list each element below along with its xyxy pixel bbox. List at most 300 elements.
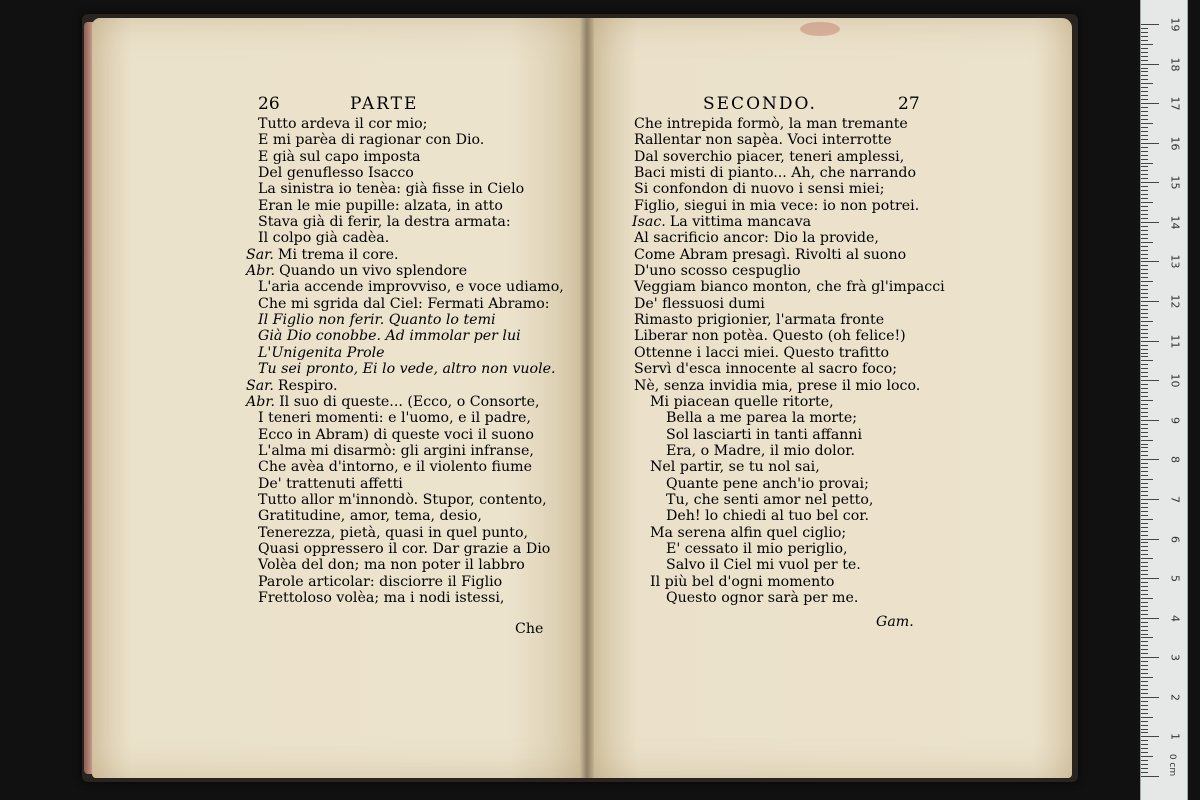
ruler-tick xyxy=(1141,436,1148,437)
ruler-tick xyxy=(1141,309,1148,310)
ruler-tick xyxy=(1141,111,1148,112)
ruler-tick xyxy=(1141,388,1148,389)
line-text: Sol lasciarti in tanti affanni xyxy=(666,426,863,443)
ruler-tick xyxy=(1141,531,1148,532)
text-line xyxy=(632,296,945,312)
ruler-number: 11 xyxy=(1168,334,1182,349)
ruler-tick xyxy=(1141,626,1148,627)
ruler-tick xyxy=(1141,598,1153,599)
text-line xyxy=(632,459,945,475)
ruler-tick xyxy=(1141,408,1148,409)
text-line xyxy=(246,279,564,295)
ruler-number: 2 xyxy=(1168,693,1182,701)
line-text: La vittima mancava xyxy=(669,214,812,231)
ruler-tick xyxy=(1141,744,1148,745)
ruler-tick xyxy=(1141,507,1148,508)
line-text: De' flessuosi dumi xyxy=(634,295,765,312)
line-text: Che intrepida formò, la man tremante xyxy=(634,116,908,132)
ruler-tick xyxy=(1141,384,1148,385)
text-line xyxy=(246,427,564,443)
text-line xyxy=(246,149,564,165)
left-running-header: PARTE xyxy=(350,94,419,114)
ruler-tick xyxy=(1141,261,1159,262)
line-text: Dal soverchio piacer, teneri amplessi, xyxy=(634,148,905,165)
ruler-tick xyxy=(1141,554,1148,555)
ruler-tick xyxy=(1141,349,1148,350)
ruler-tick xyxy=(1141,254,1148,255)
ruler-tick xyxy=(1141,487,1148,488)
line-text: Il colpo già cadèa. xyxy=(258,230,390,247)
line-text: Già Dio conobbe. Ad immolar per lui xyxy=(258,328,521,345)
text-line xyxy=(246,508,564,524)
ruler-tick xyxy=(1141,238,1148,239)
ruler-tick xyxy=(1141,234,1148,235)
ruler-tick xyxy=(1141,578,1159,579)
ruler-tick xyxy=(1141,594,1148,595)
ruler-tick xyxy=(1141,503,1148,504)
line-text: Veggiam bianco monton, che frà gl'impacci xyxy=(634,279,945,296)
line-text: Ottenne i lacci miei. Questo trafitto xyxy=(634,344,890,361)
ruler-tick xyxy=(1141,701,1148,702)
text-line xyxy=(632,181,945,197)
text-line xyxy=(246,247,564,263)
line-text: Il Figlio non ferir. Quanto lo temi xyxy=(258,312,496,329)
ruler-tick xyxy=(1141,527,1148,528)
line-text: I teneri momenti: e l'uomo, e il padre, xyxy=(258,410,531,427)
text-line xyxy=(246,165,564,181)
ruler-number: 9 xyxy=(1168,416,1182,424)
ruler-tick xyxy=(1141,661,1148,662)
ruler-number: 5 xyxy=(1168,575,1182,583)
ruler-tick xyxy=(1141,301,1159,302)
ruler-tick xyxy=(1141,412,1148,413)
ruler-tick xyxy=(1141,519,1153,520)
ruler-number: 14 xyxy=(1168,215,1182,230)
ruler-tick xyxy=(1141,444,1148,445)
measuring-ruler xyxy=(1140,0,1188,800)
ruler-tick xyxy=(1141,440,1153,441)
right-page-text xyxy=(632,116,945,606)
ruler-tick xyxy=(1141,463,1148,464)
line-text: Salvo il Ciel mi vuol per te. xyxy=(666,557,861,574)
ruler-tick xyxy=(1141,748,1148,749)
ruler-tick xyxy=(1141,79,1148,80)
ruler-tick xyxy=(1141,32,1148,33)
line-text: Liberar non potèa. Questo (oh felice!) xyxy=(634,328,906,345)
ruler-tick xyxy=(1141,356,1148,357)
text-line xyxy=(632,492,945,508)
ruler-tick xyxy=(1141,491,1148,492)
ruler-tick xyxy=(1141,269,1148,270)
line-text: Respiro. xyxy=(277,377,338,394)
ruler-tick xyxy=(1141,135,1148,136)
text-line xyxy=(632,476,945,492)
text-line xyxy=(632,345,945,361)
ruler-tick xyxy=(1141,709,1148,710)
ruler-tick xyxy=(1141,713,1148,714)
text-line xyxy=(632,165,945,181)
ruler-number: 8 xyxy=(1168,456,1182,464)
line-text: Del genuflesso Isacco xyxy=(258,165,414,182)
left-page-number: 26 xyxy=(258,94,280,114)
ruler-tick xyxy=(1141,614,1148,615)
line-text: Ma serena alfin quel ciglio; xyxy=(650,524,847,541)
ruler-tick xyxy=(1141,760,1148,761)
ruler-tick xyxy=(1141,380,1159,381)
ruler-tick xyxy=(1141,250,1148,251)
line-text: Rimasto prigionier, l'armata fronte xyxy=(634,312,885,329)
ruler-tick xyxy=(1141,539,1159,540)
line-text: Bella a me parea la morte; xyxy=(666,410,858,427)
ruler-tick xyxy=(1141,218,1148,219)
ruler-tick xyxy=(1141,305,1148,306)
ruler-tick xyxy=(1141,182,1159,183)
ruler-tick xyxy=(1141,368,1148,369)
text-line xyxy=(246,394,564,410)
ruler-tick xyxy=(1141,293,1148,294)
ruler-tick xyxy=(1141,214,1148,215)
line-text: Al sacrificio ancor: Dio la provide, xyxy=(634,230,879,247)
ruler-tick xyxy=(1141,186,1148,187)
text-line xyxy=(632,328,945,344)
ruler-tick xyxy=(1141,582,1148,583)
line-text: Tutto allor m'innondò. Stupor, contento, xyxy=(258,491,547,508)
line-text: E' cessato il mio periglio, xyxy=(666,540,848,557)
ruler-tick xyxy=(1141,515,1148,516)
ruler-tick xyxy=(1141,281,1153,282)
ruler-tick xyxy=(1141,273,1148,274)
ruler-tick xyxy=(1141,752,1148,753)
text-line xyxy=(246,525,564,541)
ruler-tick xyxy=(1141,206,1148,207)
text-line xyxy=(632,410,945,426)
ruler-tick xyxy=(1141,606,1148,607)
ruler-tick xyxy=(1141,265,1148,266)
ruler-tick xyxy=(1141,376,1148,377)
ruler-tick xyxy=(1141,725,1148,726)
line-text: Frettoloso volèa; ma i nodi istessi, xyxy=(258,589,505,606)
ruler-tick xyxy=(1141,645,1148,646)
text-line xyxy=(246,345,564,361)
ruler-tick xyxy=(1141,56,1148,57)
ruler-tick xyxy=(1141,467,1148,468)
speaker-label: Abr. xyxy=(246,393,276,410)
ruler-number: 10 xyxy=(1168,373,1182,388)
ruler-tick xyxy=(1141,705,1148,706)
ruler-number: 7 xyxy=(1168,495,1182,503)
line-text: Che avèa d'intorno, e il violento fiume xyxy=(258,459,532,476)
text-line xyxy=(246,476,564,492)
ruler-number: 19 xyxy=(1168,17,1182,32)
ruler-tick xyxy=(1141,60,1148,61)
ruler-tick xyxy=(1141,127,1148,128)
ruler-tick xyxy=(1141,174,1148,175)
text-line xyxy=(632,508,945,524)
ruler-tick xyxy=(1141,673,1148,674)
ruler-tick xyxy=(1141,546,1148,547)
ruler-tick xyxy=(1141,103,1159,104)
ruler-tick xyxy=(1141,641,1148,642)
ruler-tick xyxy=(1141,202,1153,203)
text-line xyxy=(632,525,945,541)
ruler-tick xyxy=(1141,333,1148,334)
line-text: Figlio, siegui in mia vece: io non potrei. xyxy=(634,197,920,214)
line-text: Nel partir, se tu nol sai, xyxy=(650,459,820,476)
text-line xyxy=(246,557,564,573)
line-text: D'uno scosso cespuglio xyxy=(634,263,801,280)
ruler-tick xyxy=(1141,40,1148,41)
text-line xyxy=(246,328,564,344)
line-text: Rallentar non sapèa. Voci interrotte xyxy=(634,132,892,149)
ruler-tick xyxy=(1141,317,1148,318)
text-line xyxy=(246,574,564,590)
ruler-number: 4 xyxy=(1168,614,1182,622)
text-line xyxy=(632,557,945,573)
line-text: Parole articolar: disciorre il Figlio xyxy=(258,573,503,590)
ruler-tick xyxy=(1141,459,1159,460)
text-line xyxy=(246,541,564,557)
ruler-number: 13 xyxy=(1168,254,1182,269)
ruler-tick xyxy=(1141,550,1148,551)
text-line xyxy=(246,116,564,132)
ruler-tick xyxy=(1141,329,1148,330)
line-text: L'Unigenita Prole xyxy=(258,344,385,361)
ruler-tick xyxy=(1141,729,1148,730)
ruler-tick xyxy=(1141,764,1148,765)
ruler-tick xyxy=(1141,360,1153,361)
line-text: Il più bel d'ogni momento xyxy=(650,573,835,590)
ruler-tick xyxy=(1141,776,1159,777)
ruler-number: 3 xyxy=(1168,654,1182,662)
ruler-tick xyxy=(1141,353,1148,354)
text-line xyxy=(246,263,564,279)
text-line xyxy=(632,312,945,328)
ruler-tick xyxy=(1141,83,1153,84)
ruler-number: 15 xyxy=(1168,175,1182,190)
ruler-tick xyxy=(1141,535,1148,536)
ruler-tick xyxy=(1141,28,1148,29)
ruler-tick xyxy=(1141,364,1148,365)
line-text: Mi trema il core. xyxy=(277,246,399,263)
ruler-tick xyxy=(1141,151,1148,152)
line-text: Era, o Madre, il mio dolor. xyxy=(666,442,855,459)
ruler-tick xyxy=(1141,178,1148,179)
ruler-tick xyxy=(1141,717,1153,718)
ruler-number: 12 xyxy=(1168,294,1182,309)
ruler-tick xyxy=(1141,24,1159,25)
ruler-tick xyxy=(1141,99,1148,100)
line-text: L'aria accende improvviso, e voce udiamo, xyxy=(258,279,564,296)
line-text: L'alma mi disarmò: gli argini infranse, xyxy=(258,442,534,459)
line-text: Si confondon di nuovo i sensi miei; xyxy=(634,181,885,198)
speaker-label: Sar. xyxy=(246,246,274,263)
text-line xyxy=(246,361,564,377)
speaker-label: Abr. xyxy=(246,263,276,280)
text-line xyxy=(632,149,945,165)
ruler-tick xyxy=(1141,115,1148,116)
ruler-tick xyxy=(1141,590,1148,591)
ruler-tick xyxy=(1141,432,1148,433)
line-text: Baci misti di pianto... Ah, che narrando xyxy=(634,165,917,182)
ruler-tick xyxy=(1141,637,1153,638)
text-line xyxy=(246,312,564,328)
line-text: Che mi sgrida dal Ciel: Fermati Abramo: xyxy=(258,295,550,312)
text-line xyxy=(246,443,564,459)
ruler-tick xyxy=(1141,566,1148,567)
ruler-tick xyxy=(1141,523,1148,524)
ruler-tick xyxy=(1141,610,1148,611)
ruler-tick xyxy=(1141,697,1159,698)
ruler-tick xyxy=(1141,198,1148,199)
ruler-tick xyxy=(1141,190,1148,191)
ruler-tick xyxy=(1141,649,1148,650)
text-line xyxy=(632,214,945,230)
text-line xyxy=(246,378,564,394)
ruler-tick xyxy=(1141,87,1148,88)
ruler-tick xyxy=(1141,634,1148,635)
ruler-tick xyxy=(1141,75,1148,76)
ruler-tick xyxy=(1141,511,1148,512)
line-text: Quando un vivo splendore xyxy=(279,263,468,280)
ruler-tick xyxy=(1141,285,1148,286)
line-text: Mi piacean quelle ritorte, xyxy=(650,393,834,410)
text-line xyxy=(632,541,945,557)
ruler-tick xyxy=(1141,313,1148,314)
speaker-label: Sar. xyxy=(246,377,274,394)
text-line xyxy=(632,427,945,443)
book-gutter xyxy=(580,18,594,778)
ruler-tick xyxy=(1141,772,1148,773)
ruler-tick xyxy=(1141,677,1153,678)
line-text: E già sul capo imposta xyxy=(258,148,421,165)
ruler-tick xyxy=(1141,689,1148,690)
ruler-tick xyxy=(1141,424,1148,425)
ruler-tick xyxy=(1141,277,1148,278)
ruler-tick xyxy=(1141,721,1148,722)
ruler-tick xyxy=(1141,68,1148,69)
line-text: Nè, senza invidia mia, prese il mio loco. xyxy=(634,377,921,394)
line-text: Stava già di ferir, la destra armata: xyxy=(258,214,511,231)
text-line xyxy=(632,378,945,394)
text-line xyxy=(246,230,564,246)
line-text: Il suo di queste... (Ecco, o Consorte, xyxy=(279,393,540,410)
ruler-tick xyxy=(1141,630,1148,631)
ruler-number: 6 xyxy=(1168,535,1182,543)
ruler-tick xyxy=(1141,194,1148,195)
line-text: Quante pene anch'io provai; xyxy=(666,475,869,492)
text-line xyxy=(246,132,564,148)
ruler-tick xyxy=(1141,400,1153,401)
ruler-tick xyxy=(1141,475,1148,476)
text-line xyxy=(246,181,564,197)
ruler-number: 17 xyxy=(1168,96,1182,111)
text-line xyxy=(632,198,945,214)
text-line xyxy=(246,296,564,312)
ruler-tick xyxy=(1141,289,1148,290)
ruler-tick xyxy=(1141,147,1148,148)
ruler-tick xyxy=(1141,455,1148,456)
ruler-tick xyxy=(1141,420,1159,421)
ruler-number: 18 xyxy=(1168,57,1182,72)
ruler-tick xyxy=(1141,416,1148,417)
ruler-tick xyxy=(1141,756,1153,757)
ruler-tick xyxy=(1141,732,1148,733)
ruler-unit-label: 0 cm xyxy=(1167,753,1178,777)
ruler-tick xyxy=(1141,586,1148,587)
page-stain xyxy=(800,22,840,36)
ruler-tick xyxy=(1141,337,1148,338)
ruler-tick xyxy=(1141,52,1148,53)
text-line xyxy=(632,247,945,263)
ruler-tick xyxy=(1141,91,1148,92)
text-line xyxy=(632,574,945,590)
ruler-tick xyxy=(1141,131,1148,132)
ruler-tick xyxy=(1141,602,1148,603)
ruler-tick xyxy=(1141,570,1148,571)
ruler-tick xyxy=(1141,48,1148,49)
speaker-label: Isac. xyxy=(632,214,666,231)
line-text: Eran le mie pupille: alzata, in atto xyxy=(258,197,503,214)
ruler-tick xyxy=(1141,451,1148,452)
ruler-tick xyxy=(1141,163,1153,164)
ruler-tick xyxy=(1141,736,1159,737)
text-line xyxy=(632,590,945,606)
ruler-tick xyxy=(1141,499,1159,500)
ruler-tick xyxy=(1141,64,1159,65)
ruler-tick xyxy=(1141,242,1153,243)
ruler-tick xyxy=(1141,495,1148,496)
text-line xyxy=(246,492,564,508)
line-text: Gratitudine, amor, tema, desio, xyxy=(258,508,482,525)
ruler-tick xyxy=(1141,562,1148,563)
line-text: La sinistra io tenèa: già fisse in Cielo xyxy=(258,181,525,198)
line-text: Deh! lo chiedi al tuo bel cor. xyxy=(666,508,869,525)
ruler-tick xyxy=(1141,622,1148,623)
line-text: E mi parèa di ragionar con Dio. xyxy=(258,132,485,149)
ruler-tick xyxy=(1141,71,1148,72)
line-text: Quasi oppressero il cor. Dar grazie a Dio xyxy=(258,540,551,557)
text-line xyxy=(632,279,945,295)
line-text: Tutto ardeva il cor mio; xyxy=(258,116,428,132)
left-catchword: Che xyxy=(515,621,544,637)
ruler-tick xyxy=(1141,396,1148,397)
ruler-tick xyxy=(1141,321,1153,322)
text-line xyxy=(246,410,564,426)
text-line xyxy=(632,361,945,377)
line-text: Servì d'esca innocente al sacro foco; xyxy=(634,361,898,378)
line-text: De' trattenuti affetti xyxy=(258,475,403,492)
line-text: Tu sei pronto, Ei lo vede, altro non vuole. xyxy=(258,361,556,378)
ruler-tick xyxy=(1141,222,1159,223)
ruler-tick xyxy=(1141,372,1148,373)
ruler-tick xyxy=(1141,226,1148,227)
ruler-tick xyxy=(1141,246,1148,247)
text-line xyxy=(632,132,945,148)
right-catchword: Gam. xyxy=(876,614,914,630)
ruler-tick xyxy=(1141,542,1148,543)
text-line xyxy=(632,116,945,132)
ruler-tick xyxy=(1141,574,1148,575)
ruler-tick xyxy=(1141,653,1148,654)
right-running-header: SECONDO. xyxy=(703,94,817,114)
ruler-tick xyxy=(1141,693,1148,694)
ruler-number: 16 xyxy=(1168,136,1182,151)
line-text: Ecco in Abram) di queste voci il suono xyxy=(258,426,534,443)
text-line xyxy=(632,263,945,279)
ruler-tick xyxy=(1141,558,1153,559)
ruler-tick xyxy=(1141,155,1148,156)
line-text: Tenerezza, pietà, quasi in quel punto, xyxy=(258,524,529,541)
